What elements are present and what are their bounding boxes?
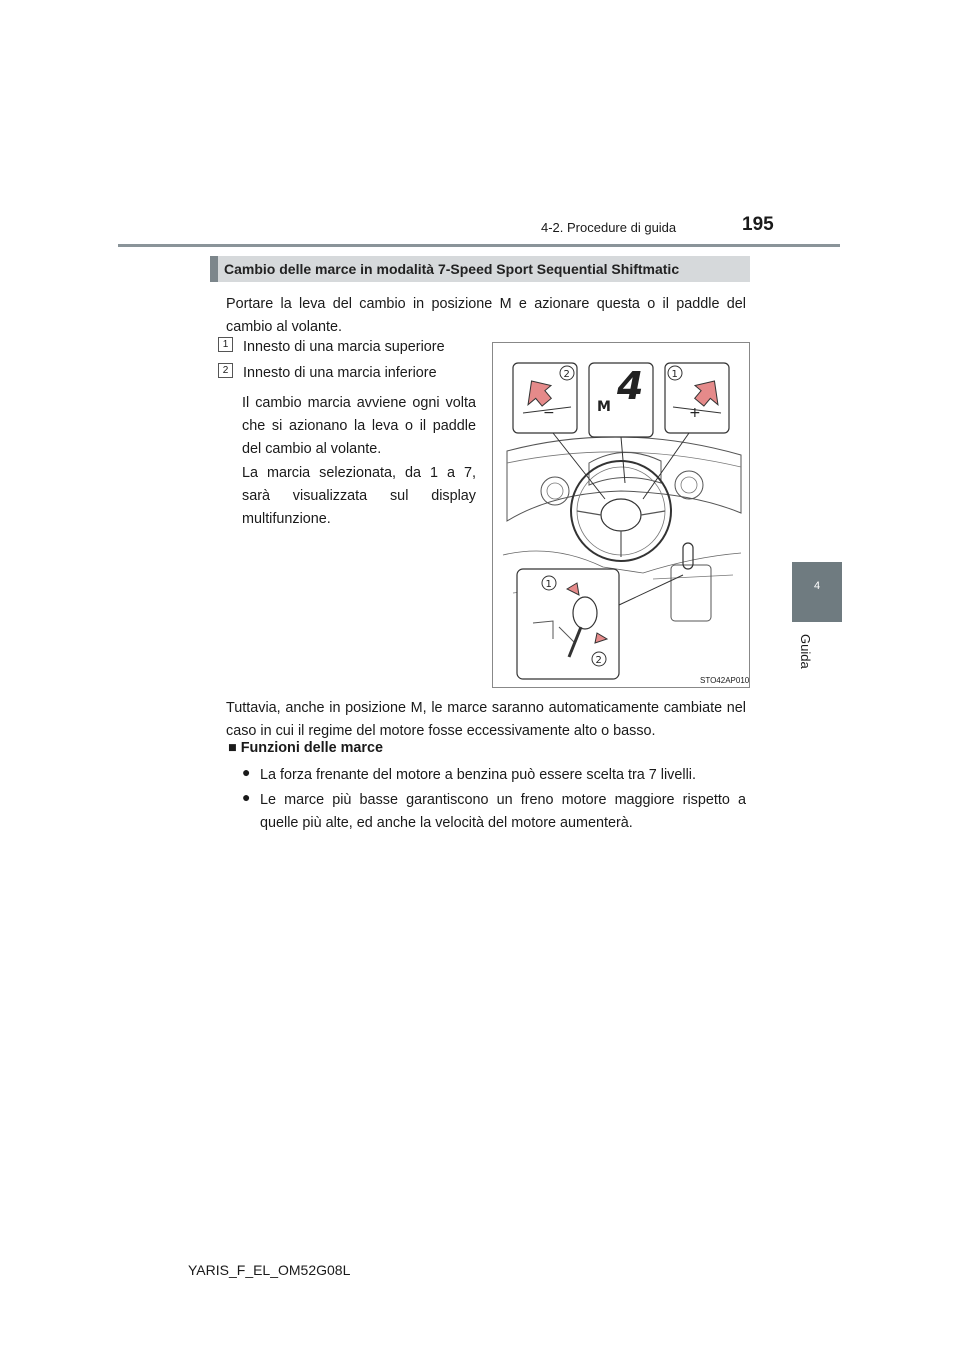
chapter-tab-number: 4: [813, 580, 821, 592]
display-mode-label: M: [597, 399, 611, 415]
paddle-plus-label: +: [689, 405, 701, 421]
subsection-heading: [228, 740, 383, 756]
item-number-2: 2: [218, 363, 233, 378]
subsection-marker: ■: [228, 740, 237, 756]
subsection-title: Funzioni delle marce: [240, 740, 384, 756]
section-heading: Cambio delle marce in modalità 7-Speed Sport Sequential Shiftmatic: [224, 261, 680, 277]
auto-shift-paragraph: Tuttavia, anche in posizione M, le marce saranno automaticamente cambiate nel caso in cui il regime del motore fosse eccessivamente alto o basso.: [226, 700, 746, 739]
chapter-tab-label: Guida: [798, 634, 813, 669]
header-rule: [118, 244, 840, 247]
page-number: 195: [742, 214, 774, 235]
chapter-tab: [792, 562, 842, 622]
item-number-1: 1: [218, 337, 233, 352]
callout-downshift: 2: [563, 369, 570, 380]
bullet-dot-2: ●: [242, 789, 251, 805]
item-downshift: Innesto di una marcia inferiore: [243, 365, 437, 381]
bullet-text-1: La forza frenante del motore a benzina può essere scelta tra 7 livelli.: [260, 767, 696, 783]
document-code: YARIS_F_EL_OM52G08L: [188, 1262, 351, 1278]
bullet-dot-1: ●: [242, 764, 251, 780]
shift-paragraph: Il cambio marcia avviene ogni volta che si azionano la leva o il paddle del cambio al volante.: [242, 395, 476, 457]
shift-illustration: [492, 342, 750, 688]
callout-lever-downshift: 2: [595, 655, 602, 666]
item-upshift: Innesto di una marcia superiore: [243, 339, 445, 355]
figure-code: STO42AP010: [700, 676, 750, 685]
paddle-minus-label: −: [543, 405, 555, 421]
callout-upshift: 1: [671, 369, 678, 380]
intro-paragraph: Portare la leva del cambio in posizione M e azionare questa o il paddle del cambio al volante.: [226, 296, 746, 335]
callout-lever-upshift: 1: [545, 579, 552, 590]
gear-display-paragraph: La marcia selezionata, da 1 a 7, sarà visualizzata sul display multifunzione.: [242, 465, 476, 527]
display-gear-label: 4: [617, 364, 644, 408]
section-title: 4-2. Procedure di guida: [541, 220, 677, 235]
bullet-text-2: Le marce più basse garantiscono un freno motore maggiore rispetto a quelle più alte, ed anche la velocità del motore aumenterà.: [260, 792, 746, 831]
